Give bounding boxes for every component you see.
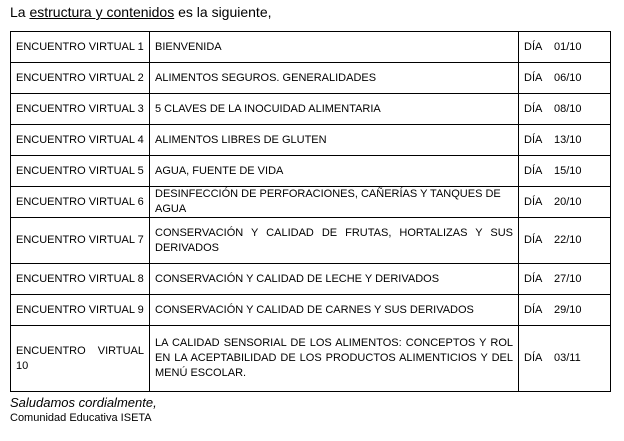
tema-cell: ALIMENTOS SEGUROS. GENERALIDADES xyxy=(150,63,519,94)
intro-sentence xyxy=(10,3,272,21)
tema-cell: ALIMENTOS LIBRES DE GLUTEN xyxy=(150,125,519,156)
date-cell xyxy=(519,63,611,94)
date-value: 08/10 xyxy=(554,102,582,115)
date-value: 13/10 xyxy=(554,133,582,146)
tema-cell: 5 CLAVES DE LA INOCUIDAD ALIMENTARIA xyxy=(150,94,519,125)
date-cell xyxy=(519,94,611,125)
table-row xyxy=(11,326,611,392)
date-cell xyxy=(519,218,611,264)
tema-cell: LA CALIDAD SENSORIAL DE LOS ALIMENTOS: CONCEPTOS Y ROL EN LA ACEPTABILIDAD DE LOS PRODUCTOS ALIMENTICIOS Y DEL MENÚ ESCOLAR. xyxy=(150,326,519,392)
date-value: 01/10 xyxy=(554,40,582,53)
date-cell xyxy=(519,156,611,187)
tema-cell: AGUA, FUENTE DE VIDA xyxy=(150,156,519,187)
encuentro-cell: ENCUENTRO VIRTUAL 7 xyxy=(11,218,150,264)
dia-label: DÍA xyxy=(524,352,543,364)
date-value: 29/10 xyxy=(554,303,582,316)
encuentro-cell: ENCUENTRO VIRTUAL 6 xyxy=(11,187,150,218)
dia-label: DÍA xyxy=(524,40,543,53)
intro-suffix: es la siguiente, xyxy=(174,4,272,20)
tema-cell: CONSERVACIÓN Y CALIDAD DE FRUTAS, HORTALIZAS Y SUS DERIVADOS xyxy=(150,218,519,264)
intro-prefix: La xyxy=(10,4,30,20)
date-value: 27/10 xyxy=(554,272,582,285)
encuentro-cell: ENCUENTRO VIRTUAL 9 xyxy=(11,295,150,326)
dia-label: DÍA xyxy=(524,133,543,146)
table-row xyxy=(11,94,611,125)
dia-label: DÍA xyxy=(524,71,543,84)
date-value: 15/10 xyxy=(554,164,582,177)
tema-cell: BIENVENIDA xyxy=(150,32,519,63)
closing-greeting: Saludamos cordialmente, xyxy=(10,395,157,410)
encuentro-cell: ENCUENTRO VIRTUAL 8 xyxy=(11,264,150,295)
dia-label: DÍA xyxy=(524,102,543,115)
signature: Comunidad Educativa ISETA xyxy=(10,412,152,424)
date-cell xyxy=(519,326,611,392)
table-row xyxy=(11,264,611,295)
encuentro-cell: ENCUENTRO VIRTUAL 5 xyxy=(11,156,150,187)
date-cell xyxy=(519,125,611,156)
encuentro-cell: ENCUENTRO VIRTUAL 1 xyxy=(11,32,150,63)
encuentro-cell: ENCUENTRO VIRTUAL 2 xyxy=(11,63,150,94)
dia-label: DÍA xyxy=(524,195,543,208)
date-value: 06/10 xyxy=(554,71,582,84)
schedule-table xyxy=(10,31,611,392)
date-cell xyxy=(519,264,611,295)
dia-label: DÍA xyxy=(524,272,543,285)
table-row xyxy=(11,218,611,264)
date-value: 22/10 xyxy=(554,234,582,246)
date-cell xyxy=(519,32,611,63)
dia-label: DÍA xyxy=(524,303,543,316)
tema-cell: CONSERVACIÓN Y CALIDAD DE CARNES Y SUS DERIVADOS xyxy=(150,295,519,326)
date-cell xyxy=(519,295,611,326)
date-cell xyxy=(519,187,611,218)
table-row xyxy=(11,187,611,218)
date-value: 20/10 xyxy=(554,195,582,208)
table-row xyxy=(11,156,611,187)
encuentro-cell: ENCUENTRO VIRTUAL 4 xyxy=(11,125,150,156)
intro-underlined-text: estructura y contenidos xyxy=(29,4,175,20)
encuentro-cell: ENCUENTRO VIRTUAL 3 xyxy=(11,94,150,125)
date-value: 03/11 xyxy=(554,352,581,364)
dia-label: DÍA xyxy=(524,164,543,177)
dia-label: DÍA xyxy=(524,234,543,246)
table-row xyxy=(11,125,611,156)
table-row xyxy=(11,295,611,326)
tema-cell: CONSERVACIÓN Y CALIDAD DE LECHE Y DERIVADOS xyxy=(150,264,519,295)
table-row xyxy=(11,63,611,94)
encuentro-cell: ENCUENTRO VIRTUAL 10 xyxy=(11,326,150,392)
tema-cell: DESINFECCIÓN DE PERFORACIONES, CAÑERÍAS Y TANQUES DE AGUA xyxy=(150,187,519,218)
table-row xyxy=(11,32,611,63)
